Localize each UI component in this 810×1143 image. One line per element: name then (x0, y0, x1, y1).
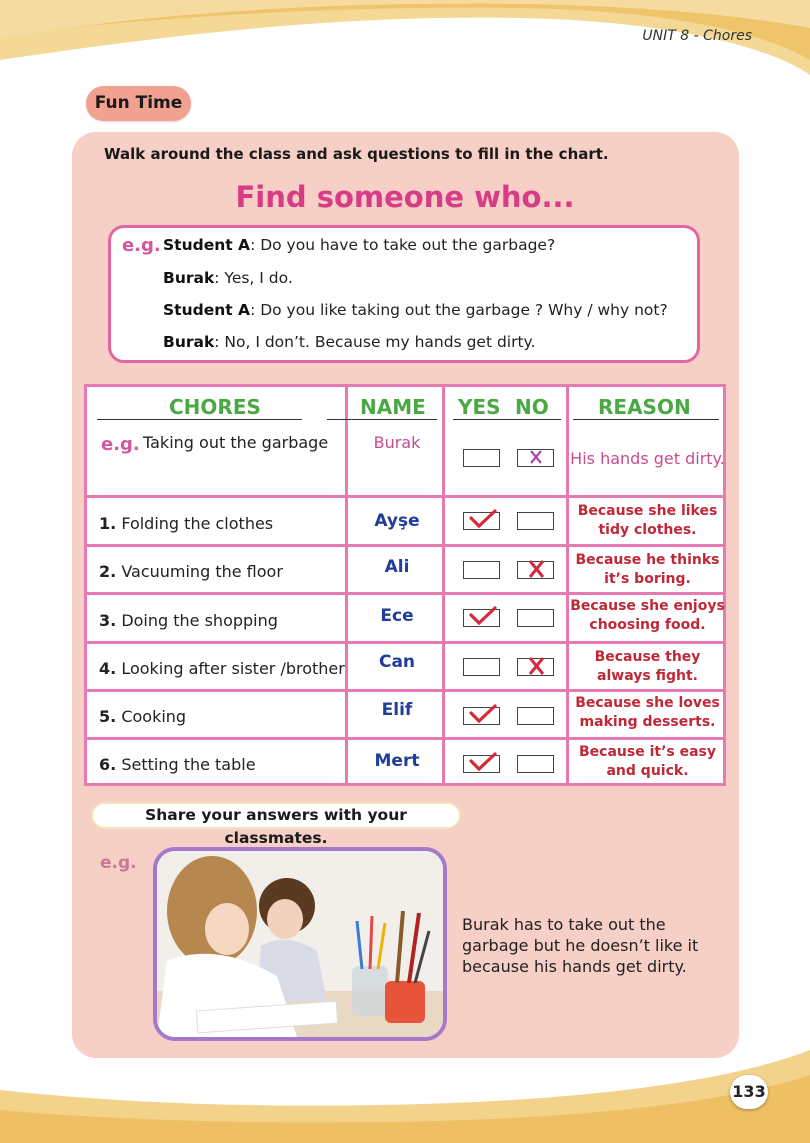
instruction-text: Walk around the class and ask questions to fill in the chart. (104, 145, 609, 163)
eg-label: e.g. (101, 434, 140, 455)
no-checkbox[interactable] (517, 609, 554, 627)
row-number: 2. (99, 562, 117, 581)
children-drawing-illustration (157, 851, 443, 1037)
header-yes: YES (458, 395, 501, 419)
no-checkbox[interactable] (517, 707, 554, 725)
chore-text: Vacuuming the floor (121, 562, 283, 581)
row-number: 1. (99, 514, 117, 533)
example-name: Burak (373, 433, 421, 452)
page-heading: Find someone who... (235, 180, 575, 214)
header-underline (573, 419, 719, 420)
chore-text: Cooking (121, 707, 187, 726)
reason-text: Because she likes tidy clothes. (577, 503, 718, 538)
header-underline (97, 419, 302, 420)
speaker: Burak (163, 333, 215, 351)
unit-header: UNIT 8 - Chores (642, 28, 752, 44)
row-divider (87, 592, 723, 595)
yes-checkbox[interactable] (463, 658, 500, 676)
x-mark-icon (521, 654, 551, 678)
student-name: Ayşe (374, 511, 420, 531)
reason-text: Because she loves making desserts. (575, 695, 720, 730)
student-name: Ali (384, 557, 410, 577)
chores-table (84, 384, 726, 786)
dialogue-text: : Do you have to take out the garbage? (250, 236, 556, 254)
chore-text: Setting the table (121, 755, 256, 774)
student-name: Ece (380, 606, 414, 626)
no-checkbox[interactable] (517, 512, 554, 530)
dialogue-line (163, 269, 293, 287)
chore-label (99, 659, 345, 678)
x-mark-icon (521, 445, 551, 469)
reason-text: Because it’s easy and quick. (579, 744, 716, 779)
row-divider (87, 544, 723, 547)
student-name: Elif (381, 700, 413, 720)
chore-text: Looking after sister /brother (121, 659, 345, 678)
fun-time-tab: Fun Time (86, 86, 191, 121)
eg-label: e.g. (100, 853, 137, 873)
no-checkbox[interactable] (517, 449, 554, 467)
example-caption: Burak has to take out the garbage but he doesn’t like it because his hands get dirty. (462, 915, 699, 976)
checkmark-icon (467, 751, 497, 775)
checkmark-icon (467, 703, 497, 727)
page-number: 133 (730, 1075, 768, 1109)
dialogue-line (163, 301, 668, 319)
yes-checkbox[interactable] (463, 561, 500, 579)
row-divider (87, 689, 723, 692)
header-name: NAME (360, 395, 426, 419)
share-answers-banner: Share your answers with your classmates. (91, 802, 461, 829)
chore-label (99, 755, 256, 774)
speaker: Student A (163, 301, 251, 319)
column-divider (345, 387, 348, 783)
top-decorative-swoosh (0, 0, 810, 90)
no-checkbox[interactable] (517, 561, 554, 579)
row-number: 3. (99, 611, 117, 630)
example-chore: Taking out the garbage (143, 433, 329, 452)
row-divider (87, 641, 723, 644)
eg-label: e.g. (122, 235, 161, 256)
chore-label (99, 514, 273, 533)
yes-checkbox[interactable] (463, 512, 500, 530)
yes-checkbox[interactable] (463, 449, 500, 467)
row-number: 6. (99, 755, 117, 774)
chore-label (99, 611, 278, 630)
chore-label (99, 707, 186, 726)
header-chores: CHORES (169, 395, 261, 419)
x-mark-icon (521, 557, 551, 581)
dialogue-text: : Do you like taking out the garbage ? Why / why not? (250, 301, 668, 319)
speaker: Burak (163, 269, 215, 287)
children-drawing-photo (153, 847, 447, 1041)
speaker: Student A (163, 236, 251, 254)
row-number: 5. (99, 707, 117, 726)
dialogue-line (163, 333, 535, 351)
student-name: Can (378, 652, 416, 672)
yes-checkbox[interactable] (463, 609, 500, 627)
row-number: 4. (99, 659, 117, 678)
no-checkbox[interactable] (517, 755, 554, 773)
example-reason: His hands get dirty. (570, 449, 725, 468)
dialogue-line (163, 236, 555, 254)
header-underline (453, 419, 561, 420)
dialogue-text: : Yes, I do. (214, 269, 293, 287)
row-divider (87, 495, 723, 498)
dialogue-text: : No, I don’t. Because my hands get dirty. (214, 333, 536, 351)
checkmark-icon (467, 605, 497, 629)
chore-label (99, 562, 283, 581)
header-reason: REASON (598, 395, 691, 419)
reason-text: Because he thinks it’s boring. (575, 552, 720, 587)
row-divider (87, 737, 723, 740)
yes-checkbox[interactable] (463, 707, 500, 725)
no-checkbox[interactable] (517, 658, 554, 676)
chore-text: Doing the shopping (121, 611, 278, 630)
reason-text: Because they always fight. (594, 649, 701, 684)
header-underline (327, 419, 437, 420)
checkmark-icon (467, 508, 497, 532)
yes-checkbox[interactable] (463, 755, 500, 773)
chore-text: Folding the clothes (121, 514, 274, 533)
reason-text: Because she enjoys choosing food. (570, 598, 725, 633)
header-no: NO (515, 395, 549, 419)
student-name: Mert (374, 751, 420, 771)
